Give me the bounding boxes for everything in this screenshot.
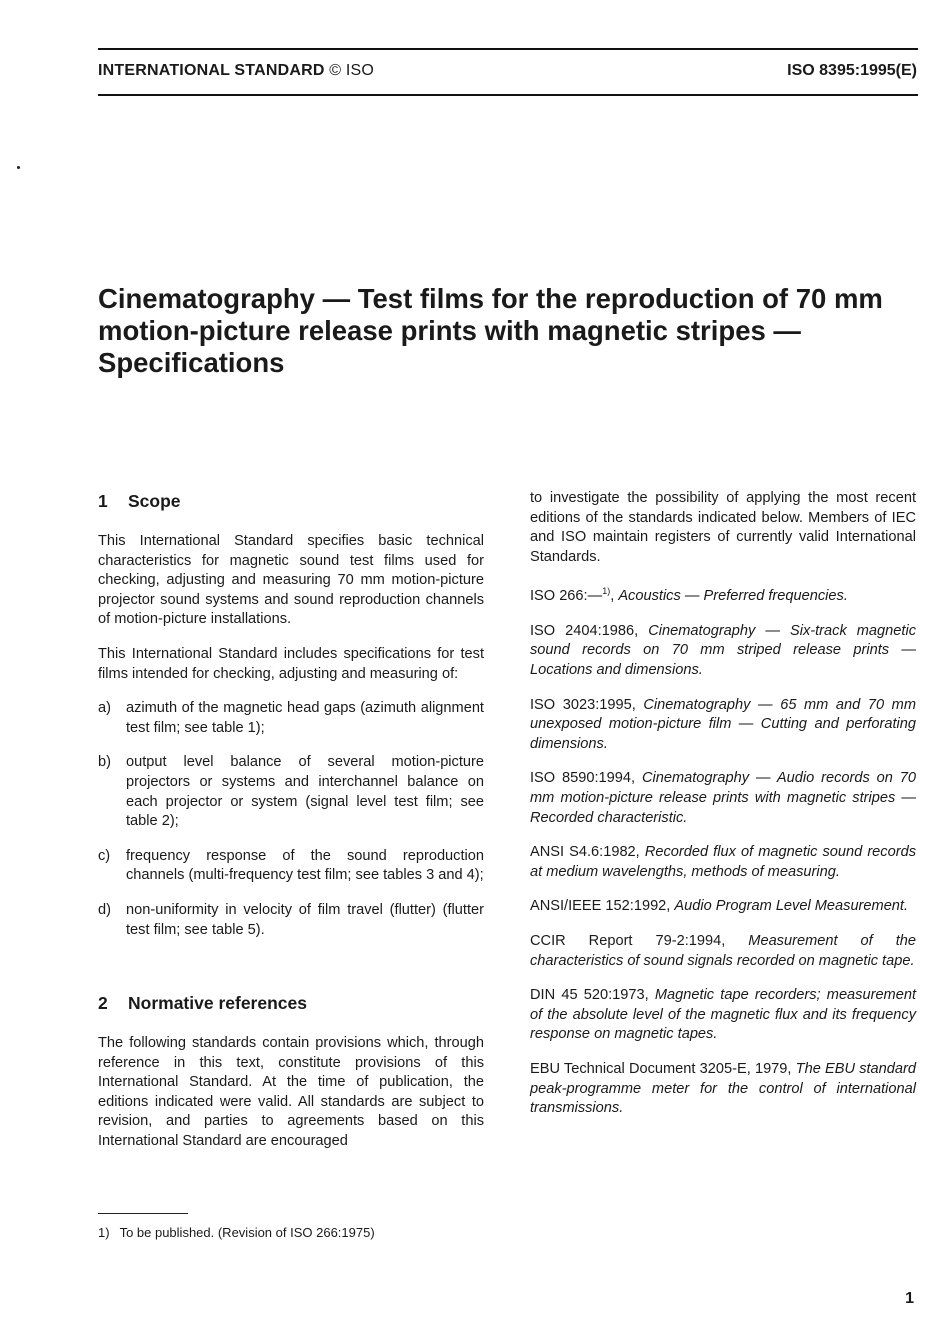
header-document-number: ISO 8395:1995(E) [787,62,917,79]
section-2-title: Normative references [128,993,307,1014]
reference-separator: , [610,588,619,605]
left-column [98,490,484,1167]
list-item-label: d) [98,901,111,918]
reference-entry [530,769,916,828]
reference-entry [530,986,916,1045]
reference-separator [725,933,748,949]
reference-title: Acoustics — Preferred frequencies. [618,588,848,605]
header-standard-text: INTERNATIONAL STANDARD [98,62,325,79]
list-item-label: c) [98,847,111,864]
reference-title: Audio Program Level Measurement. [674,898,909,915]
reference-title: Cinematography — 65 mm and 70 mm unexposed motion-picture film — Cutting and perforating dimensions. [530,696,916,752]
list-item-text: azimuth of the magnetic head gaps (azimuth alignment test film; see table 1); [126,700,484,736]
normative-paragraph: The following standards contain provisions which, through reference in this text, constitute provisions of this International Standard. At the time of publication, the editions indicated were valid. All standards are subject to revision, and parties to agreements based on this International Standard are encouraged [98,1035,484,1150]
reference-title: The EBU standard peak-programme meter for the control of international transmissions. [530,1060,916,1117]
footnote-marker[interactable]: 1) [602,586,611,597]
list-item [98,901,484,940]
header-standard-label [98,62,374,80]
scope-paragraph-1: This International Standard specifies basic technical characteristics for magnetic sound test films used for checking, adjusting and measuring 70 mm motion-picture projector sound systems and sound reproduction channels of motion-picture installations. [98,533,484,628]
reference-separator [635,770,642,786]
reference-title: Measurement of the characteristics of sound signals recorded on magnetic tape. [530,932,916,969]
right-column [530,489,916,1134]
section-1-number: 1 [98,491,108,511]
list-item-text: non-uniformity in velocity of film travel (flutter) (flutter test film; see table 5). [126,901,484,938]
reference-code: ISO 2404:1986, [530,622,639,639]
footnote-number: 1) [98,1225,110,1240]
reference-entry [530,582,916,606]
section-2-heading [98,992,484,1014]
reference-entry [530,932,916,971]
reference-code: ISO 8590:1994, [530,770,636,787]
reference-title: Cinematography — Audio records on 70 mm motion-picture release prints with magnetic stripes — Recorded characteristic. [530,770,916,826]
reference-title: Recorded flux of magnetic sound records at medium wavelengths, methods of measuring. [530,844,916,880]
reference-separator [638,623,648,639]
normative-paragraph-continued: to investigate the possibility of applying the most recent editions of the standards indicated below. Members of IEC and ISO maintain registers of currently valid International Standards. [530,490,916,565]
list-item-text: frequency response of the sound reproduction channels (multi-frequency test film; see tables 3 and 4); [126,847,484,884]
list-item [98,847,484,886]
reference-entry [530,1060,916,1119]
reference-code: DIN 45 520:1973, [530,987,649,1004]
reference-code: ANSI S4.6:1982, [530,844,640,861]
section-1-heading [98,490,484,512]
reference-list [530,582,916,1118]
page-number: 1 [905,1290,914,1307]
reference-title: Cinematography — Six-track magnetic sound records on 70 mm striped release prints — Locations and dimensions. [530,622,916,679]
footnote-text: To be published. (Revision of ISO 266:1975) [119,1225,375,1240]
reference-code: EBU Technical Document 3205-E, 1979, [530,1060,792,1077]
reference-entry [530,843,916,882]
header-copyright: © ISO [329,62,375,79]
document-title: Cinematography — Test films for the reproduction of 70 mm motion-picture release prints with magnetic stripes — Specifications [98,283,883,378]
reference-code: ISO 266:— [530,588,603,605]
reference-entry [530,696,916,755]
reference-entry [530,622,916,681]
list-item [98,753,484,831]
reference-code: ANSI/IEEE 152:1992, [530,898,671,915]
list-item-label: b) [98,754,111,771]
reference-entry [530,897,916,917]
header-rule-bottom [98,94,918,96]
footnote-rule [98,1213,188,1214]
list-item-text: output level balance of several motion-picture projectors or systems and interchannel balance on each projector or system (signal level test film; see table 2); [126,754,484,830]
reference-code: ISO 3023:1995, [530,696,636,713]
stray-mark [17,166,20,169]
reference-code: CCIR Report 79-2:1994, [530,932,726,949]
footnote [98,1225,375,1240]
list-item-label: a) [98,700,111,717]
reference-title: Magnetic tape recorders; measurement of the absolute level of the magnetic flux and its frequency response on magnetic tapes. [530,987,917,1043]
section-2-number: 2 [98,993,108,1014]
section-1-title: Scope [128,491,181,511]
list-item [98,699,484,738]
header-rule-top [98,48,918,50]
scope-paragraph-2: This International Standard includes specifications for test films intended for checking, adjusting and measuring of: [98,645,484,682]
